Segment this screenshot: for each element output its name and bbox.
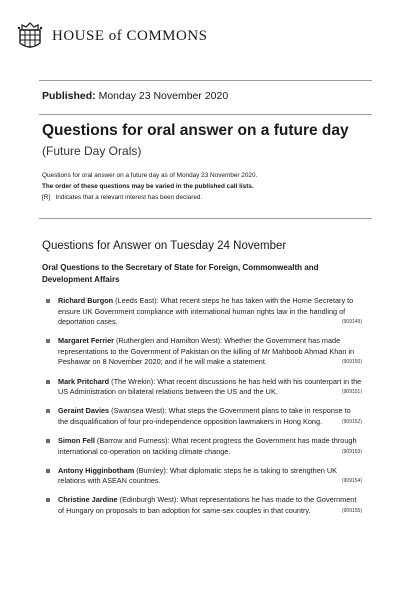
bullet-icon (46, 498, 50, 502)
member-name: Mark Pritchard (58, 376, 110, 386)
question-ref: (909152) (341, 418, 362, 425)
member-name: Antony Higginbotham (58, 465, 135, 475)
divider-bottom (39, 114, 372, 115)
question-ref: (909153) (341, 448, 362, 455)
list-item (46, 495, 362, 516)
divider-top (39, 80, 372, 81)
bullet-icon (46, 299, 50, 303)
published-date: Monday 23 November 2020 (98, 90, 229, 102)
department-heading: Oral Questions to the Secretary of State for Foreign, Commonwealth and Development Affairs (42, 263, 319, 284)
interest-flag: [R] (42, 194, 51, 201)
list-item (46, 406, 362, 427)
member-name: Simon Fell (58, 435, 95, 445)
question-ref: (909151) (341, 389, 362, 396)
member-name: Christine Jardine (58, 495, 118, 505)
member-name: Margaret Ferrier (58, 336, 114, 346)
masthead (16, 20, 208, 52)
question-text: (Rutherglen and Hamilton West): Whether the Government has made representations to the Government of Pakistan on the killing of Mr Mahboob Ahmad Khan in Peshawar on 8 November 2020; and if he will make a statement. (58, 336, 355, 367)
interest-text: Indicates that a relevant interest has been declared. (55, 194, 203, 201)
list-item (46, 436, 362, 457)
member-name: Geraint Davies (58, 406, 110, 416)
question-text: (Swansea West): What steps the Government plans to take in response to the disqualification of four pro-independence opposition lawmakers in Hong Kong. (58, 406, 351, 426)
question-text: (Barrow and Furness): What recent progress the Government has made through international co-operation on tackling climate change. (58, 435, 357, 456)
house-name: HOUSE of COMMONS (52, 27, 208, 44)
intro-line: Questions for oral answer on a future day as of Monday 23 November 2020. (42, 172, 258, 179)
list-item (46, 296, 362, 328)
bullet-icon (46, 409, 50, 413)
bullet-icon (46, 439, 50, 443)
question-ref: (909155) (341, 507, 362, 514)
portcullis-icon (16, 21, 44, 51)
question-text: (The Wrekin): What recent discussions he has held with his counterpart in the US Administration on bilateral relations between the US and the UK. (58, 376, 362, 397)
question-list (46, 296, 362, 525)
published-line (42, 90, 228, 102)
bullet-icon (46, 339, 50, 343)
list-item (46, 466, 362, 487)
divider-section (39, 218, 372, 219)
section-heading: Questions for Answer on Tuesday 24 November (42, 240, 287, 252)
question-text: (Burnley): What diplomatic steps he is taking to strengthen UK relations with ASEAN countries. (58, 465, 337, 486)
list-item (46, 377, 362, 398)
question-text: (Edinburgh West): What representations he has made to the Government of Hungary on proposals to ban adoption for same-sex couples in that country. (58, 495, 357, 515)
list-item (46, 336, 362, 368)
question-ref: (909149) (341, 319, 362, 326)
bullet-icon (46, 380, 50, 384)
question-text: (Leeds East): What recent steps he has taken with the Home Secretary to ensure UK Government compliance with international human rights law in the handling of deportation cases. (58, 296, 354, 327)
member-name: Richard Burgon (58, 296, 114, 305)
page-subtitle: (Future Day Orals) (42, 144, 142, 158)
published-label: Published: (42, 90, 96, 102)
bullet-icon (46, 469, 50, 473)
interest-note (42, 192, 372, 203)
intro-block (42, 170, 372, 203)
intro-order-note: The order of these questions may be varied in the published call lists. (42, 183, 254, 190)
question-ref: (909150) (341, 359, 362, 366)
question-ref: (909154) (341, 478, 362, 485)
page-title: Questions for oral answer on a future day (42, 122, 349, 139)
